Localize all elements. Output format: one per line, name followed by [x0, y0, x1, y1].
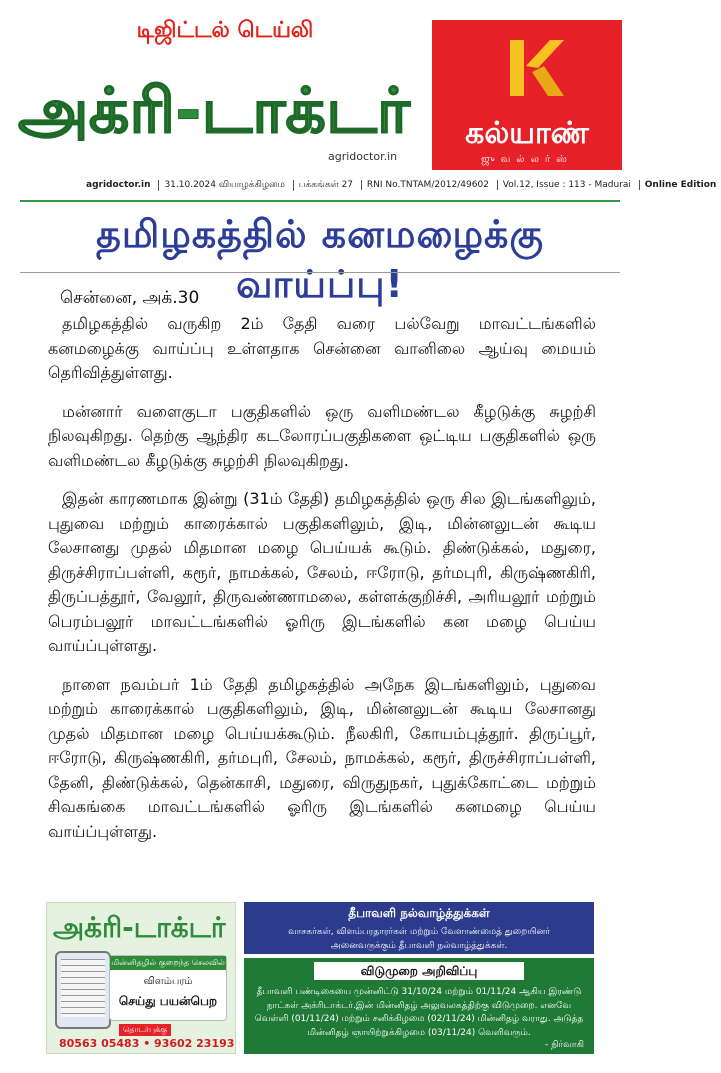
info-date: 31.10.2024 வியாழக்கிழமை: [158, 180, 289, 191]
headline: தமிழகத்தில் கனமழைக்கு வாய்ப்பு!: [96, 212, 544, 306]
greeting-line1: வாசகர்கள், விளம்பரதாரர்கள் மற்றும் வேளாண்மைத் துறையினர்: [288, 927, 550, 937]
article-paragraph: இதன் காரணமாக இன்று (31ம் தேதி) தமிழகத்தில் ஒரு சில இடங்களிலும், புதுவை மற்றும் காரைக்கால் பகுதிகளிலும், இடி, மின்னலுடன் கூடிய லேசானது முதல் மிதமான மழை பெய்யக் கூடும். திண்டுக்கல், மதுரை, திருச்சிராப்பள்ளி, கரூர், நாமக்கல், சேலம், ஈரோடு, தர்மபுரி, கிருஷ்ணகிரி, திருப்பத்தூர், வேலூர், திருவண்ணாமலை, கள்ளக்குறிச்சி, அரியலூர் மற்றும் பெரம்பலூர் மாவட்டங்களில் ஓரிரு இடங்களில் கன மழை பெய்ய வாய்ப்புள்ளது.: [48, 489, 596, 655]
info-edition: Online Edition: [639, 180, 721, 190]
article-paragraph: தமிழகத்தில் வருகிற 2ம் தேதி வரை பல்வேறு மாவட்டங்களில் கனமழைக்கு வாய்ப்பு உள்ளதாக சென்னை வானிலை ஆய்வு மையம் தெரிவித்துள்ளது.: [48, 314, 596, 382]
article-body: [48, 284, 596, 858]
kalyan-sub: ஜுவல்லர்ஸ்: [481, 154, 573, 165]
advert-line2: செய்து பயன்பெற: [118, 994, 218, 1008]
holiday-body: தீபாவளி பண்டிகையை முன்னிட்டு 31/10/24 மற்றும் 01/11/24 ஆகிய இரண்டு நாட்கள் அக்ரிடாக்டர்.இன் மின்னிதழ் அலுவலகத்திற்கு விடுமுறை. எனவே வெள்ளி (01/11/24) மற்றும் சனிக்கிழமை (02/11/24) மின்னிதழ் வராது. அடுத்த மின்னிதழ் ஞாயிற்றுக்கிழமை (03/11/24) வெளிவரும்.: [254, 987, 584, 1038]
advert-contact-label: தொடர்புக்கு: [119, 1024, 171, 1036]
info-site: agridoctor.in: [86, 180, 151, 190]
article-paragraph: மன்னார் வளைகுடா பகுதிகளில் ஒரு வளிமண்டல கீழடுக்கு சுழற்சி நிலவுகிறது. தெற்கு ஆந்திர கடலோரப்பகுதிகளை ஒட்டிய பகுதிகளில் ஒரு வளிமண்டல கீழடுக்கு சுழற்சி நிலவுகிறது.: [48, 401, 596, 470]
info-volume: Vol.12, Issue : 113 - Madurai: [497, 180, 636, 190]
holiday-title: விடுமுறை அறிவிப்பு: [314, 962, 524, 980]
advert-line1: விளம்பரம்: [143, 976, 193, 987]
divider-headline: [20, 272, 620, 273]
article-paragraph: நாளை நவம்பர் 1ம் தேதி தமிழகத்தில் அநேக இடங்களிலும், புதுவை மற்றும் காரைக்கால் பகுதிகளிலும், இடி, மின்னலுடன் கூடிய லேசானது முதல் மிதமான மழை பெய்யக்கூடும். நீலகிரி, கோயம்புத்தூர். திருப்பூர், ஈரோடு, கிருஷ்ணகிரி, தர்மபுரி, சேலம், நாமக்கல், கரூர், திருச்சிராப்பள்ளி, தேனி, திண்டுக்கல், தென்காசி, மதுரை, விருதுநகர், புதுக்கோட்டை மற்றும் சிவகங்கை மாவட்டங்களில் ஓரிரு இடங்களில் கனமழை பெய்ய வாய்ப்புள்ளது.: [48, 674, 596, 841]
holiday-notice-box: [244, 958, 594, 1054]
info-rni: RNI No.TNTAM/2012/49602: [361, 180, 494, 190]
phone-icon: [55, 951, 111, 1029]
greeting-title: தீபாவளி நல்வாழ்த்துக்கள்: [348, 906, 490, 920]
masthead-title: அக்ரி-டாக்டர்: [18, 74, 411, 147]
greeting-line2: அனைவருக்கும் தீபாவளி நல்வாழ்த்துக்கள்.: [330, 941, 508, 951]
masthead-logo: [18, 44, 418, 154]
article-dateline: சென்னை, அக்.30: [60, 288, 200, 308]
issue-info-bar: [86, 180, 717, 194]
kalyan-advert[interactable]: [432, 20, 622, 170]
divider-top: [20, 200, 620, 202]
masthead-tagline: டிஜிட்டல் டெய்லி: [136, 18, 314, 43]
advert-message-box: [109, 955, 227, 1021]
advert-logo: அக்ரி-டாக்டர்: [53, 911, 226, 944]
masthead-site: agridoctor.in: [328, 150, 398, 163]
masthead: [0, 0, 717, 200]
info-pages: பக்கங்கள் 27: [293, 180, 358, 191]
subscription-advert[interactable]: [46, 902, 236, 1054]
advert-phone-numbers[interactable]: 80563 05483 • 93602 23193: [59, 1037, 235, 1050]
holiday-signature: - நிர்வாகி: [545, 1040, 584, 1050]
kalyan-k-logo-icon: [432, 20, 622, 116]
diwali-greeting-box: [244, 902, 594, 954]
advert-tag: மின்னிதழில் குறைந்த செலவில்: [110, 956, 226, 970]
kalyan-brand: கல்யாண்: [465, 116, 589, 151]
